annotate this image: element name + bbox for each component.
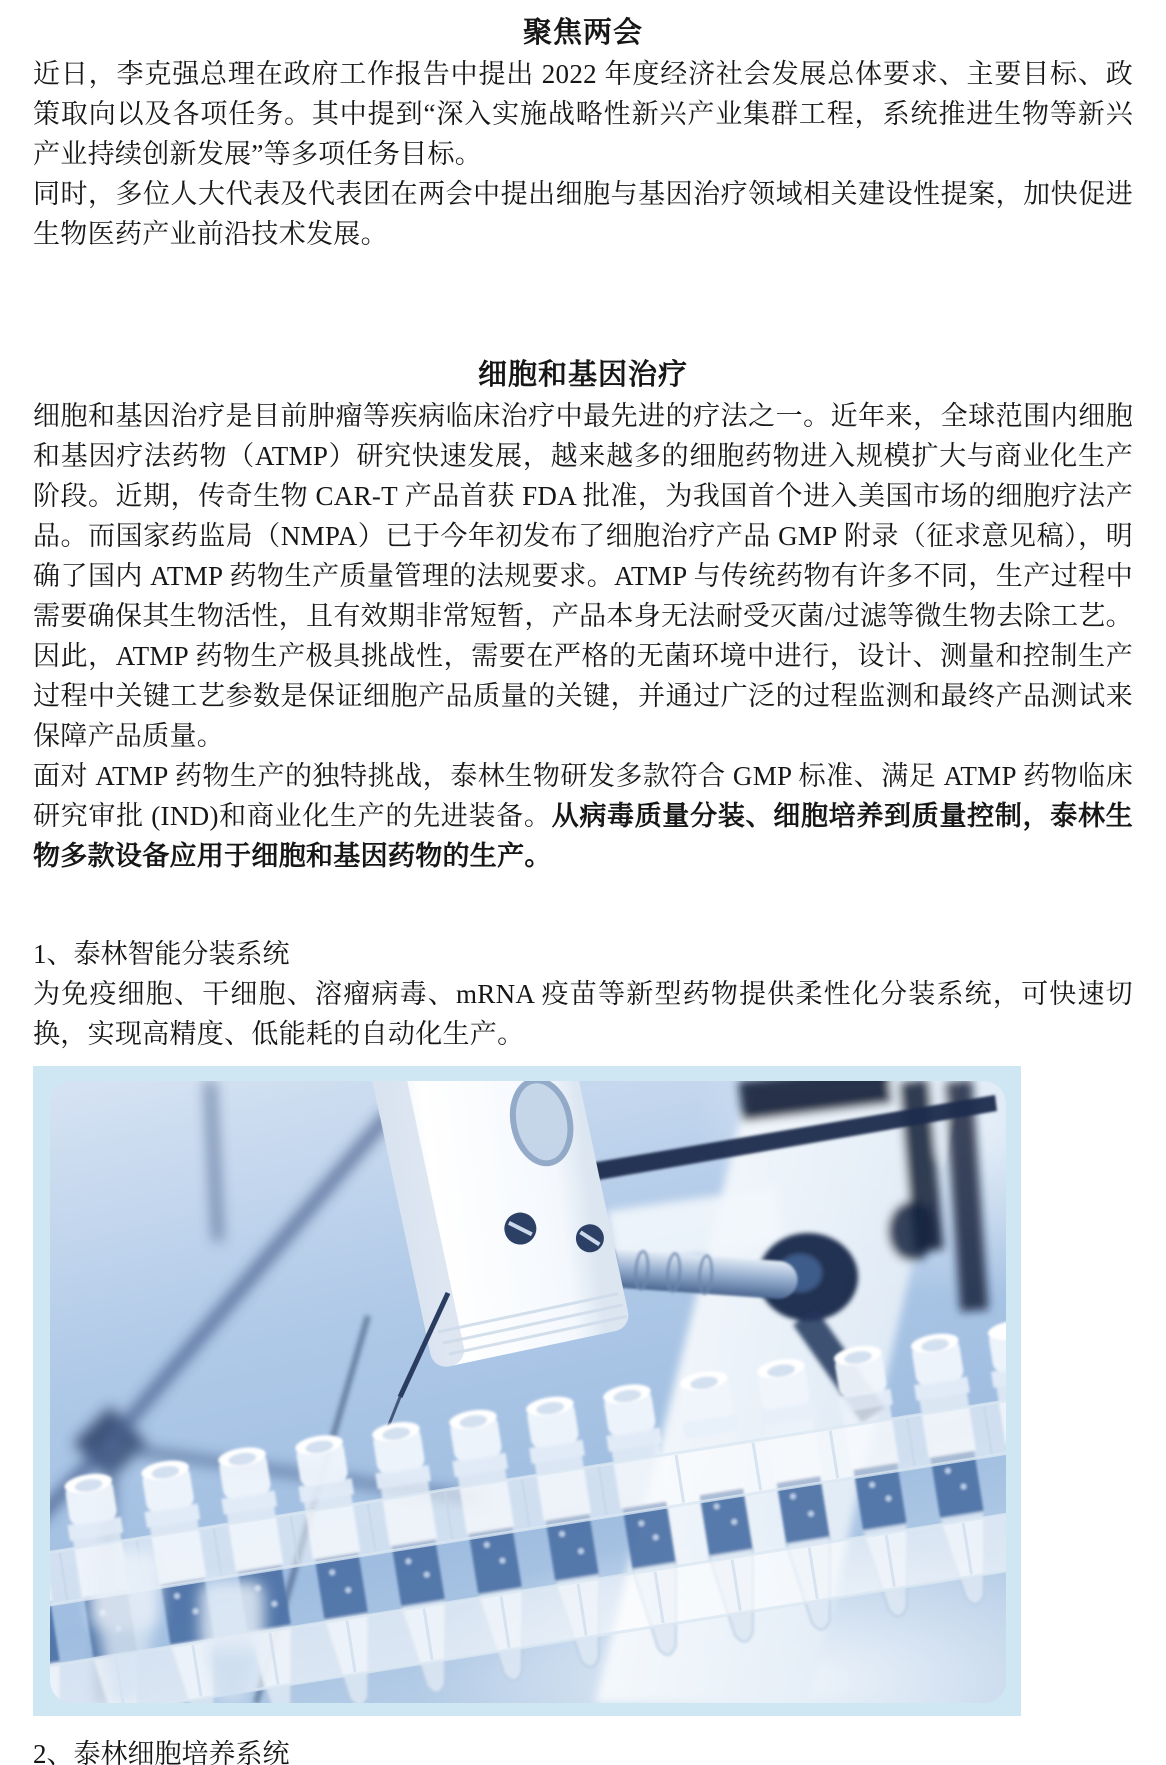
section2-paragraph-2-bold: 从病毒质量分装、细胞培养到质量控制，泰林生物多款设备应用于细胞和基因药物的生产。 [33,801,1133,871]
item2-heading: 2、泰林细胞培养系统 [33,1739,290,1765]
item1-description: 为免疫细胞、干细胞、溶瘤病毒、mRNA 疫苗等新型药物提供柔性化分装系统，可快速切换，实现高精度、低能耗的自动化生产。 [33,979,1133,1049]
section2-title: 细胞和基因治疗 [477,359,688,391]
section2-paragraph-1: 细胞和基因治疗是目前肿瘤等疾病临床治疗中最先进的疗法之一。近年来，全球范围内细胞和基因疗法药物（ATMP）研究快速发展，越来越多的细胞药物进入规模扩大与商业化生产阶段。近期，传奇生物 CAR-T 产品首获 FDA 批准，为我国首个进入美国市场的细胞疗法产品。而国家药监局（NMPA）已于今年初发布了细胞治疗产品 GMP 附录（征求意见稿），明确了国内 ATMP 药物生产质量管理的法规要求。ATMP 与传统药物有许多不同，生产过程中需要确保其生物活性，且有效期非常短暂，产品本身无法耐受灭菌/过滤等微生物去除工艺。因此，ATMP 药物生产极具挑战性，需要在严格的无菌环境中进行，设计、测量和控制生产过程中关键工艺参数是保证细胞产品质量的关键，并通过广泛的过程监测和最终产品测试来保障产品质量。 [33,401,1133,751]
section2-paragraph-2 [33,756,1133,876]
section2-paragraph-2-normal: 面对 ATMP 药物生产的独特挑战，泰林生物研发多款符合 GMP 标准、满足 ATMP 药物临床研究审批 (IND)和商业化生产的先进装备。 [33,761,1133,831]
section1-title: 聚焦两会 [522,17,643,49]
section1-paragraph-1: 近日，李克强总理在政府工作报告中提出 2022 年度经济社会发展总体要求、主要目标、政策取向以及各项任务。其中提到“深入实施战略性新兴产业集群工程，系统推进生物等新兴产业持续创新发展”等多项任务目标。 [33,59,1133,169]
lab-photo-illustration [50,1081,1006,1703]
figure-filling-system-frame [33,1066,1021,1716]
filling-system-photo [50,1081,1006,1703]
section1-paragraph-2: 同时，多位人大代表及代表团在两会中提出细胞与基因治疗领域相关建设性提案，加快促进生物医药产业前沿技术发展。 [33,179,1133,249]
item1-heading: 1、泰林智能分装系统 [33,939,290,969]
